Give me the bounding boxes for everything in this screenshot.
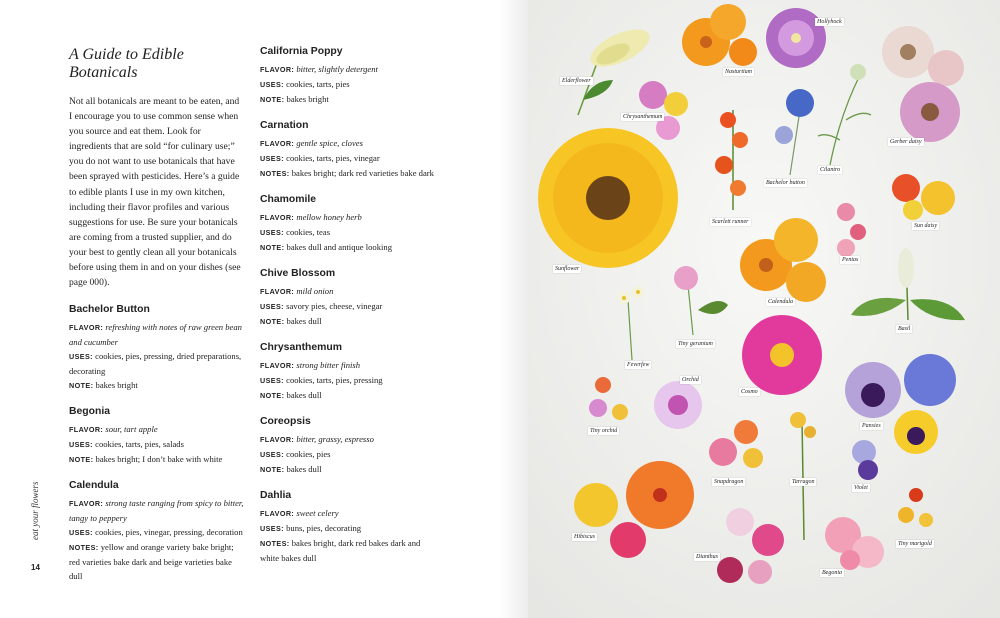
entry-note (69, 540, 244, 583)
entry-flavor (260, 136, 435, 151)
flavor-value: mild onion (296, 286, 334, 296)
label-sun-daisy: Sun daisy (914, 223, 938, 229)
entry-flavor (260, 506, 435, 521)
text-column-1 (69, 46, 244, 596)
botanical-entry (260, 416, 435, 477)
label-elderflower: Elderflower (562, 78, 591, 84)
flower-photo-page (528, 0, 1000, 618)
flavor-label: FLAVOR: (69, 499, 104, 509)
label-sunflower: Sunflower (555, 266, 580, 272)
uses-label: USES: (69, 440, 93, 450)
entry-name: California Poppy (260, 46, 343, 57)
note-label: NOTE: (260, 95, 285, 104)
uses-label: USES: (260, 376, 284, 385)
note-label: NOTE: (260, 317, 285, 326)
page-number: 14 (31, 563, 40, 572)
entry-name: Coreopsis (260, 416, 311, 427)
note-label: NOTE: (69, 381, 94, 391)
note-value: bakes bright (95, 380, 138, 391)
uses-label: USES: (260, 154, 284, 163)
label-nasturtium: Nasturtium (725, 69, 753, 75)
entry-note (69, 452, 244, 467)
uses-label: USES: (260, 302, 284, 311)
label-orchid: Orchid (682, 377, 699, 383)
page-title: A Guide to Edible Botanicals (69, 46, 184, 81)
entry-name: Bachelor Button (69, 304, 150, 316)
label-gerber-daisy: Gerber daisy (890, 139, 922, 145)
flavor-value: strong taste ranging from spicy to bitter, tangy to peppery (69, 498, 244, 524)
entry-note (260, 388, 435, 403)
uses-value: savory pies, cheese, vinegar (286, 301, 383, 311)
botanical-entry (260, 342, 435, 403)
uses-label: USES: (260, 80, 284, 89)
flavor-label: FLAVOR: (260, 287, 295, 296)
flower-photograph (528, 0, 1000, 618)
entry-note (260, 536, 435, 565)
label-tarragon: Tarragon (792, 479, 815, 485)
note-value: bakes dull (286, 316, 322, 326)
entry-flavor (69, 496, 244, 525)
botanical-entry (69, 304, 244, 393)
note-value: bakes dull (286, 464, 322, 474)
entry-flavor (260, 358, 435, 373)
botanical-entry (260, 490, 435, 565)
entry-uses (260, 373, 435, 388)
uses-value: cookies, tarts, pies, pressing (286, 375, 383, 385)
label-basil: Basil (898, 326, 911, 332)
entry-name: Begonia (69, 406, 110, 418)
label-cilantro: Cilantro (820, 167, 841, 173)
label-tiny-marigold: Tiny marigold (898, 541, 932, 547)
flavor-label: FLAVOR: (260, 139, 295, 148)
label-calendula: Calendula (768, 299, 793, 305)
botanical-entry (69, 480, 244, 583)
note-value: bakes bright; dark red varieties bake dark (291, 168, 434, 178)
uses-label: USES: (69, 528, 93, 538)
entry-flavor (69, 320, 244, 349)
uses-value: buns, pies, decorating (286, 523, 362, 533)
note-value: yellow and orange variety bake bright; red varieties bake dark and beige varieties bake dull (69, 542, 234, 582)
orchid-image (654, 381, 702, 429)
label-dianthus: Dianthus (696, 554, 719, 560)
text-column-2 (260, 46, 435, 578)
uses-value: cookies, pies (286, 449, 331, 459)
flavor-label: FLAVOR: (260, 435, 295, 444)
botanical-entry (260, 120, 435, 181)
entry-note (260, 92, 435, 107)
flavor-value: sour, tart apple (105, 424, 158, 435)
uses-label: USES: (260, 450, 284, 459)
label-pansies: Pansies (862, 423, 881, 429)
note-value: bakes dull and antique looking (286, 242, 393, 252)
label-tiny-orchid: Tiny orchid (590, 428, 618, 434)
flavor-value: refreshing with notes of raw green bean and cucumber (69, 322, 242, 348)
label-begonia: Begonia (822, 570, 842, 576)
entry-name: Calendula (69, 480, 119, 492)
entry-flavor (260, 284, 435, 299)
entry-name: Chamomile (260, 194, 317, 205)
label-hollyhock: Hollyhock (817, 19, 842, 25)
uses-value: cookies, pies, vinegar, pressing, decoration (95, 527, 243, 538)
entry-note (260, 462, 435, 477)
entry-name: Chive Blossom (260, 268, 336, 279)
flavor-value: strong bitter finish (296, 360, 361, 370)
entry-flavor (260, 62, 435, 77)
uses-value: cookies, tarts, pies, salads (95, 439, 184, 450)
note-value: bakes bright, dark red bakes dark and white bakes dull (260, 538, 421, 563)
label-cosmo: Cosmo (741, 389, 758, 395)
entries-list-2 (260, 46, 435, 565)
entry-uses (69, 437, 244, 452)
entry-name: Chrysanthemum (260, 342, 342, 353)
label-snapdragon: Snapdragon (714, 479, 744, 485)
book-gutter (500, 0, 528, 618)
note-label: NOTES: (69, 543, 99, 553)
label-pentas: Pentas (842, 257, 859, 263)
entry-uses (260, 447, 435, 462)
flavor-value: mellow honey herb (296, 212, 362, 222)
uses-label: USES: (69, 352, 93, 362)
flavor-value: bitter, slightly detergent (296, 64, 378, 74)
entry-uses (260, 299, 435, 314)
entry-note (260, 240, 435, 255)
entry-name: Carnation (260, 120, 309, 131)
flavor-value: bitter, grassy, espresso (296, 434, 374, 444)
entry-name: Dahlia (260, 490, 292, 501)
flavor-value: sweet celery (296, 508, 339, 518)
uses-value: cookies, tarts, pies, vinegar (286, 153, 380, 163)
label-tiny-geranium: Tiny geranium (678, 341, 713, 347)
note-label: NOTE: (260, 465, 285, 474)
entry-uses (260, 77, 435, 92)
note-value: bakes bright (286, 94, 329, 104)
entry-note (260, 166, 435, 181)
entry-flavor (260, 432, 435, 447)
label-scarlett-runner: Scarlett runner (712, 219, 749, 225)
note-label: NOTE: (69, 455, 94, 465)
intro-paragraph: Not all botanicals are meant to be eaten, and I encourage you to use common sense when you source and eat them. Look for ingredients that are sold “for culinary use;” you do not want to use botanicals that have been sprayed with pesticides. Here’s a guide to edible plants I use in my own kitchen, including their flavor profiles and various suggestions for use. Be sure your botanicals are coming from a trusted supplier, and do your best to gently clean all your botanicals before using them in and on your dishes (see page 000). (69, 96, 241, 289)
uses-label: USES: (260, 228, 284, 237)
entry-uses (260, 521, 435, 536)
hollyhock-image (766, 8, 826, 68)
uses-value: cookies, tarts, pies (286, 79, 350, 89)
entry-flavor (69, 422, 244, 437)
flavor-label: FLAVOR: (260, 361, 295, 370)
entry-uses (260, 151, 435, 166)
label-bachelor-button: Bachelor button (766, 180, 805, 186)
label-feverfew: Feverfew (627, 362, 650, 368)
entry-flavor (260, 210, 435, 225)
note-value: bakes dull (286, 390, 322, 400)
label-chrysanthemum: Chrysanthemum (623, 114, 663, 120)
note-label: NOTE: (260, 243, 285, 252)
entry-note (260, 314, 435, 329)
label-hibiscus: Hibiscus (574, 534, 595, 540)
note-label: NOTES: (260, 169, 290, 178)
flavor-label: FLAVOR: (69, 323, 104, 333)
entry-uses (69, 349, 244, 378)
running-footer: eat your flowers (30, 481, 40, 540)
entry-uses (69, 525, 244, 540)
note-value: bakes bright; I don’t bake with white (95, 454, 223, 465)
note-label: NOTE: (260, 391, 285, 400)
botanical-entry (260, 46, 435, 107)
sunflower-image (538, 128, 678, 268)
entries-list-1 (69, 304, 244, 583)
botanical-entry (260, 268, 435, 329)
botanical-entry (260, 194, 435, 255)
cosmo-image (742, 315, 822, 395)
uses-value: cookies, teas (286, 227, 331, 237)
botanical-entry (69, 406, 244, 467)
label-violet: Violet (854, 485, 868, 491)
uses-label: USES: (260, 524, 284, 533)
flavor-label: FLAVOR: (260, 509, 295, 518)
flavor-label: FLAVOR: (260, 65, 295, 74)
flavor-value: gentle spice, cloves (296, 138, 363, 148)
flavor-label: FLAVOR: (69, 425, 104, 435)
note-label: NOTES: (260, 539, 290, 548)
entry-note (69, 378, 244, 393)
flavor-label: FLAVOR: (260, 213, 295, 222)
entry-uses (260, 225, 435, 240)
uses-value: cookies, pies, pressing, dried preparations, decorating (69, 351, 242, 377)
